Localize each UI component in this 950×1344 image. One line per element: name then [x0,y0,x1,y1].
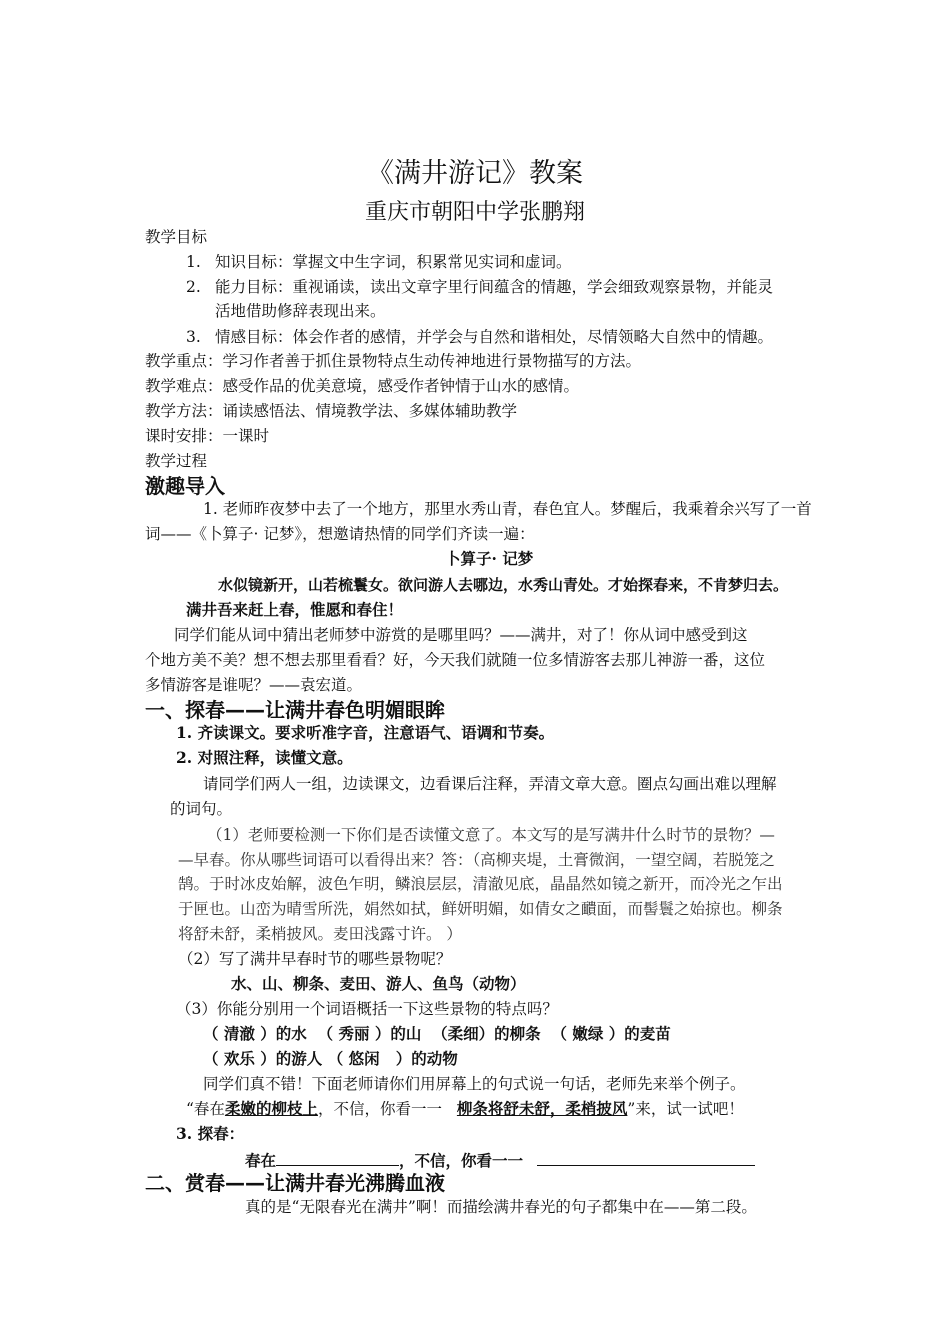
question-1-line-5: 将舒未舒，柔梢披风。麦田浅露寸许。 ） [178,925,462,943]
example-part-c: ，不信，你看一一 [317,1100,447,1118]
poem-line-1: 水似镜新开，山若梳鬟女。欲问游人去哪边，水秀山青处。才始探春来，不肯梦归去。 [218,576,789,594]
poem-line-2: 满井吾来赶上春，惟愿和春住！ [186,600,404,619]
objective-2-number: 2. [186,278,201,296]
section-1-item-2: 2. 对照注释，读懂文意。 [176,748,353,767]
question-3: （3）你能分别用一个词语概括一下这些景物的特点吗？ [176,1000,558,1018]
objective-3-text: 情感目标：体会作者的感情，并学会与自然和谐相处，尽情领略大自然中的情趣。 [215,328,774,346]
blank-line-1[interactable] [276,1150,399,1166]
question-2: （2）写了满井早春时节的哪些景物呢？ [178,950,452,968]
section-1-para-line-2: 的词句。 [170,800,233,818]
section-1-item-3: 3. 探春： [176,1124,245,1143]
section-2-heading: 二、赏春——让满井春光沸腾血液 [145,1171,445,1195]
section-intro-heading: 激趣导入 [145,474,225,498]
question-1-line-3: 鹄。于时冰皮始解，波色乍明，鳞浪层层，清澈见底，晶晶然如镜之新开，而冷光之乍出 [178,875,783,893]
example-part-b: 柔嫩的柳枝上 [224,1099,318,1118]
objective-3-number: 3. [186,328,201,346]
example-part-d: 柳条将舒未舒，柔梢披风 [456,1099,628,1118]
fill-in-sentence [245,1150,755,1171]
section-2-para-line-1: 真的是“无限春光在满井”啊！而描绘满井春光的句子都集中在——第二段。 [245,1198,757,1216]
key-point: 教学重点：学习作者善于抓住景物特点生动传神地进行景物描写的方法。 [145,352,642,370]
objective-1-number: 1. [186,253,201,271]
question-3-answer-1: （ 清澈 ）的水 （ 秀丽 ）的山 （柔细）的柳条 （ 嫩绿 ）的麦苗 [203,1024,671,1043]
question-1-line-1: （1）老师要检测一下你们是否读懂文意了。本文写的是写满井什么时节的景物？— [207,826,775,844]
question-1-line-2: —早春。你从哪些词语可以看得出来？答：（高柳夹堤，土膏微润，一望空阔，若脱笼之 [178,851,775,869]
author-line: 重庆市朝阳中学张鹏翔 [364,200,585,225]
section-1-para-line-1: 请同学们两人一组，边读课文，边看课后注释，弄清文章大意。圈点勾画出难以理解 [203,775,777,793]
fill-part-b: ，不信，你看一一 [399,1151,524,1170]
example-part-a: “春在 [186,1100,225,1118]
question-1-line-4: 于匣也。山峦为晴雪所洗，娟然如拭，鲜妍明媚，如倩女之靧面，而髻鬟之始掠也。柳条 [178,900,783,918]
intro-question-line-1: 同学们能从词中猜出老师梦中游赏的是哪里吗？——满井，对了！你从词中感受到这 [174,626,748,644]
section-1-heading: 一、探春——让满井春色明媚眼眸 [145,698,445,722]
intro-para-line-1: 1. 老师昨夜梦中去了一个地方，那里水秀山青，春色宜人。梦醒后，我乘着余兴写了一首 [203,500,812,518]
question-3-answer-2: （ 欢乐 ）的游人 （ 悠闲 ）的动物 [203,1049,458,1068]
objective-2-text: 能力目标：重视诵读，读出文章字里行间蕴含的情趣，学会细致观察景物，并能灵 [215,278,774,296]
question-2-answer: 水、山、柳条、麦田、游人、鱼鸟（动物） [231,974,526,993]
objective-2-continued: 活地借助修辞表现出来。 [215,302,386,320]
objective-1-text: 知识目标：掌握文中生字词，积累常见实词和虚词。 [215,253,572,271]
example-sentence [186,1099,744,1119]
blank-line-2[interactable] [537,1150,755,1166]
example-part-e: ”来，试一试吧！ [627,1100,744,1118]
intro-para-line-2: 词——《卜算子· 记梦》，想邀请热情的同学们齐读一遍： [145,525,535,543]
section-1-item-1: 1. 齐读课文。要求听准字音，注意语气、语调和节奏。 [176,723,555,742]
process-heading: 教学过程 [145,452,208,470]
intro-question-line-3: 多情游客是谁呢？——袁宏道。 [145,676,363,694]
difficulty: 教学难点：感受作品的优美意境，感受作者钟情于山水的感情。 [145,377,580,395]
fill-part-a: 春在 [245,1151,277,1170]
objectives-heading: 教学目标 [145,228,208,246]
teaching-methods: 教学方法：诵读感悟法、情境教学法、多媒体辅助教学 [145,402,518,420]
poem-title: 卜算子· 记梦 [445,549,534,568]
praise-line: 同学们真不错！下面老师请你们用屏幕上的句式说一句话，老师先来举个例子。 [203,1075,746,1093]
class-schedule: 课时安排：一课时 [145,427,270,445]
document-title: 《满井游记》教案 [367,158,583,189]
intro-question-line-2: 个地方美不美？想不想去那里看看？好，今天我们就随一位多情游客去那儿神游一番，这位 [145,651,766,669]
